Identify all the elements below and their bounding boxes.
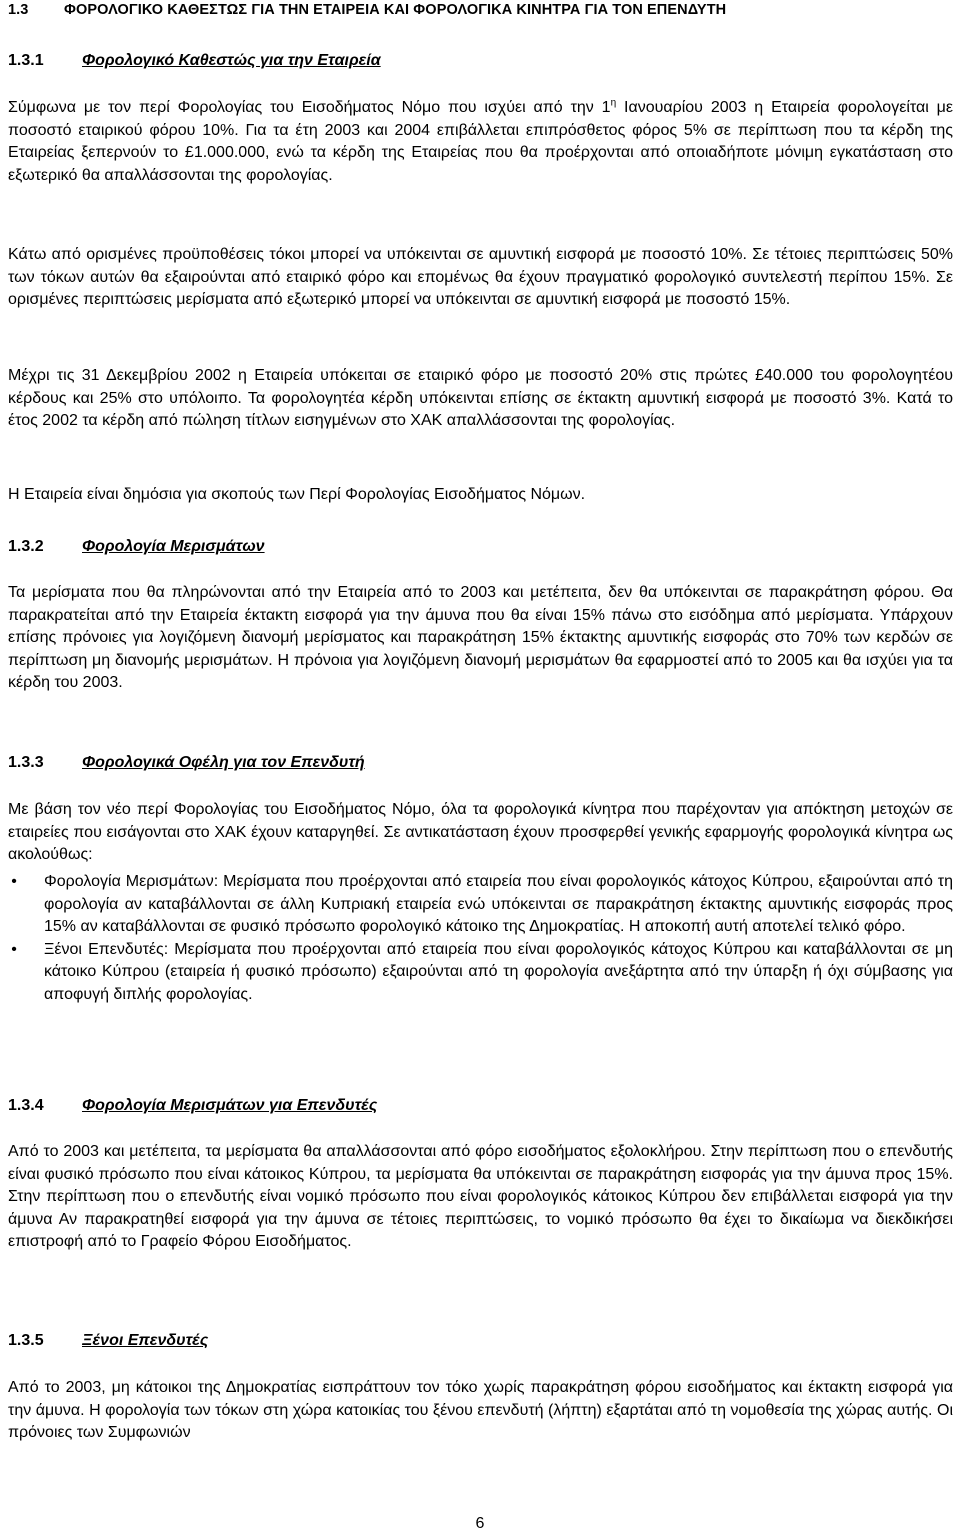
subsection-title: Ξένοι Επενδυτές: [82, 1332, 209, 1349]
subsection-heading-1-3-2: [8, 537, 265, 557]
subsection-number: 1.3.5: [8, 1332, 44, 1349]
paragraph-foreign-investors: Από το 2003, μη κάτοικοι της Δημοκρατίας εισπράττουν τον τόκο χωρίς παρακράτηση φόρου εισοδήματος και έκτακτη εισφορά για την άμυνα. Η φορολογία των τόκων στη χώρα κατοικίας του ξένου επενδυτή (λήπτη) εξαρτάται από τη νομοθεσία της χώρας αυτής. Οι πρόνοιες των Συμφωνιών: [8, 1379, 953, 1442]
subsection-heading-1-3-5: [8, 1331, 208, 1351]
bullet-icon: •: [11, 940, 17, 958]
paragraph-investor-dividends: Από το 2003 και μετέπειτα, τα μερίσματα θα απαλλάσσονται από φόρο εισοδήματος εξολοκλήρου. Στην περίπτωση που ο επενδυτής είναι φυσικό πρόσωπο που είναι κάτοικος Κύπρου, τα μερίσματα θα υπόκεινται σε παρακράτηση εισφοράς για την άμυνα προς 15%. Στην περίπτωση που ο επενδυτής είναι νομικό πρόσωπο που είναι φορολογικός κάτοικος Κύπρου δεν επιβάλλεται εισφορά για την άμυνα Αν παρακρατηθεί εισφορά για την άμυνα σε τέτοιες περιπτώσεις, το νομικό πρόσωπο θα έχει το δικαίωμα να διεκδικήσει επιστροφή από το Γραφείο Φόρου Εισοδήματος.: [8, 1143, 953, 1251]
paragraph-dividend-tax: Τα μερίσματα που θα πληρώνονται από την Εταιρεία από το 2003 και μετέπειτα, δεν θα υπόκεινται σε παρακράτηση φόρου. Θα παρακρατείται από την Εταιρεία έκτακτη εισφορά για την άμυνα που θα είναι 15% πάνω στο εισόδημα από μερίσματα. Υπάρχουν επίσης πρόνοιες για λογιζόμενη διανομή μερίσματος και παρακράτηση 15% έκτακτης αμυντικής εισφοράς στο 70% των κερδών σε περίπτωση μη διανομής μερισμάτων. Η πρόνοια για λογιζόμενη διανομή μερισμάτων θα εφαρμοστεί από το 2005 και θα ισχύει για τα κέρδη του 2003.: [8, 584, 953, 692]
section-heading-1-3: [8, 1, 726, 20]
subsection-title: Φορολογικό Καθεστώς για την Εταιρεία: [82, 52, 381, 69]
benefits-list: [8, 871, 953, 1007]
list-item: • Ξένοι Επενδυτές: Μερίσματα που προέρχονται από εταιρεία που είναι φορολογικός κάτοχος Κύπρου και καταβάλλονται σε μη κάτοικο Κύπρου (εταιρεία ή φυσικό πρόσωπο) εξαιρούνται από τη φορολογία ανεξάρτητα από την ύπαρξη ή όχι σύμβασης για αποφυγή διπλής φορολογίας.: [8, 939, 953, 1007]
subsection-number: 1.3.3: [8, 754, 44, 771]
subsection-title: Φορολογικά Οφέλη για τον Επενδυτή: [82, 754, 365, 771]
subsection-heading-1-3-4: [8, 1096, 377, 1116]
subsection-number: 1.3.4: [8, 1097, 44, 1114]
paragraph-until-2002: Μέχρι τις 31 Δεκεμβρίου 2002 η Εταιρεία υπόκειται σε εταιρικό φόρο με ποσοστό 20% στις πρώτες £40.000 του φορολογητέου κέρδους και 25% στο υπόλοιπο. Τα φορολογητέα κέρδη υπόκεινται επίσης σε έκτακτη αμυντική εισφορά με ποσοστό 3%. Κατά το έτος 2002 τα κέρδη από πώληση τίτλων εισηγμένων στο ΧΑΚ απαλλάσσονται της φορολογίας.: [8, 367, 953, 430]
paragraph-public-company: Η Εταιρεία είναι δημόσια για σκοπούς των Περί Φορολογίας Εισοδήματος Νόμων.: [8, 486, 586, 503]
paragraph-interest-defence: Κάτω από ορισμένες προϋποθέσεις τόκοι μπορεί να υπόκεινται σε αμυντική εισφορά με ποσοστό 10%. Σε τέτοιες περιπτώσεις 50% των τόκων αυτών θα εξαιρούνται από εταιρικό φόρο και επομένως θα έχουν πραγματικό φορολογικό συντελεστή περίπου 15%. Σε ορισμένες περιπτώσεις μερίσματα από εξωτερικό μπορεί να υπόκεινται σε αμυντική εισφορά με ποσοστό 15%.: [8, 246, 953, 309]
section-number: 1.3: [8, 2, 29, 18]
subsection-title: Φορολογία Μερισμάτων για Επενδυτές: [82, 1097, 378, 1114]
paragraph-tax-regime: Σύμφωνα με τον περί Φορολογίας του Εισοδήματος Νόμο που ισχύει από την $1^\eta$ Ιανουαρίου 2003 η Εταιρεία φορολογείται με ποσοστό εταιρικού φόρου 10%. Για τα έτη 2003 και 2004 επιβάλλεται επιπρόσθετος φόρος 5% σε περίπτωση που τα κέρδη της Εταιρείας ξεπερνούν το £1.000.000, ενώ τα κέρδη της Εταιρείας που θα προέρχονται από οποιαδήποτε μόνιμη εγκατάσταση στο εξωτερικό θα απαλλάσσονται της φορολογίας.: [8, 97, 954, 184]
bullet-icon: •: [11, 873, 17, 890]
paragraph-investor-benefits: Με βάση τον νέο περί Φορολογίας του Εισοδήματος Νόμο, όλα τα φορολογικά κίνητρα που παρέχονταν για απόκτηση μετοχών σε εταιρείες που εισάγονται στο ΧΑΚ έχουν καταργηθεί. Σε αντικατάσταση έχουν προσφερθεί γενικής εφαρμογής φορολογικά κίνητρα ως ακολούθως:: [8, 801, 953, 864]
list-item: • Φορολογία Μερισμάτων: Μερίσματα που προέρχονται από εταιρεία που είναι φορολογικός κάτοχος Κύπρου, εξαιρούνται από τη φορολογία αν καταβάλλονται σε άλλη Κυπριακή εταιρεία ενώ υπόκεινται σε παρακράτηση έκτακτης αμυντικής εισφοράς προς 15% αν καταβάλλονται σε φυσικό πρόσωπο φορολογικό κάτοικο της Δημοκρατίας. Η αποκοπή αυτή αποτελεί τελικό φόρο.: [8, 871, 953, 939]
subsection-heading-1-3-1: [8, 51, 381, 71]
subsection-number: 1.3.2: [8, 538, 44, 555]
subsection-title: Φορολογία Μερισμάτων: [82, 538, 265, 555]
subsection-heading-1-3-3: [8, 753, 365, 773]
subsection-number: 1.3.1: [8, 52, 44, 69]
section-title: ΦΟΡΟΛΟΓΙΚΟ ΚΑΘΕΣΤΩΣ ΓΙΑ ΤΗΝ ΕΤΑΙΡΕΙΑ ΚΑΙ ΦΟΡΟΛΟΓΙΚΑ ΚΙΝΗΤΡΑ ΓΙΑ ΤΟΝ ΕΠΕΝΔΥΤΗ: [64, 2, 727, 18]
page-number: 6: [475, 1515, 485, 1532]
